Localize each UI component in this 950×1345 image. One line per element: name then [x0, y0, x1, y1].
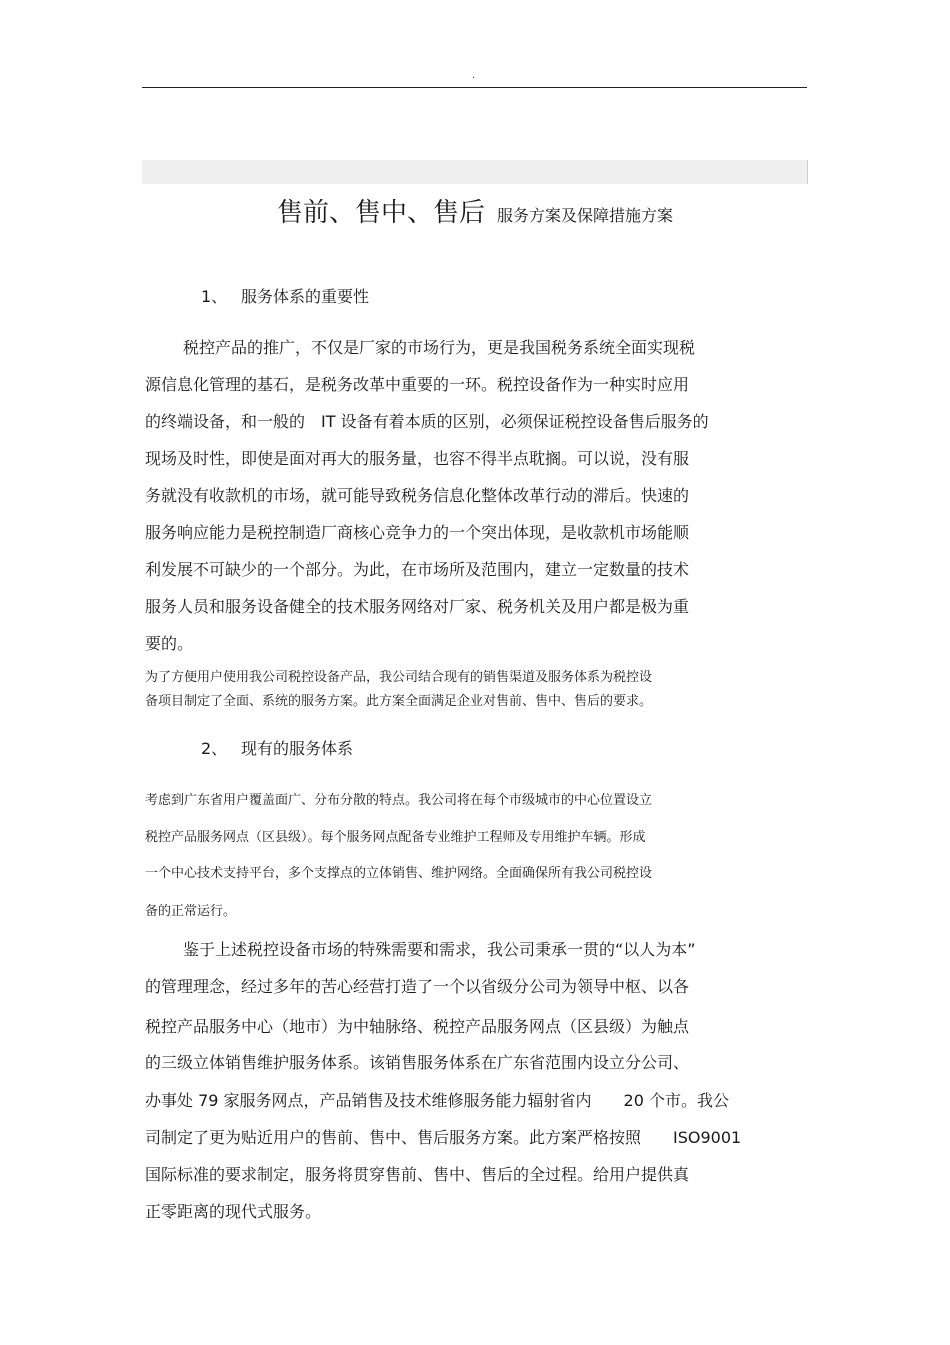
- paragraph-line: 源信息化管理的基石，是税务改革中重要的一环。税控设备作为一种实时应用: [145, 375, 690, 394]
- paragraph-line: 司制定了更为贴近用户的售前、售中、售后服务方案。此方案严格按照 ISO9001: [145, 1128, 742, 1147]
- paragraph-line: 的终端设备，和一般的 IT 设备有着本质的区别，必须保证税控设备售后服务的: [145, 412, 709, 431]
- header-rule: [142, 87, 807, 88]
- paragraph-line: 利发展不可缺少的一个部分。为此，在市场所及范围内，建立一定数量的技术: [145, 560, 690, 579]
- paragraph-line: 务就没有收款机的市场，就可能导致税务信息化整体改革行动的滞后。快速的: [145, 486, 690, 505]
- note-line: 一个中心技术支持平台，多个支撑点的立体销售、维护网络。全面确保所有我公司税控设: [145, 866, 653, 881]
- paragraph-line: 服务响应能力是税控制造厂商核心竞争力的一个突出体现，是收款机市场能顺: [145, 523, 690, 542]
- section-number: 1、: [201, 287, 228, 306]
- title-main: 售前、售中、售后: [276, 198, 485, 228]
- paragraph-line: 办事处 79 家服务网点，产品销售及技术维修服务能力辐射省内 20 个市。我公: [145, 1091, 729, 1110]
- section-number: 2、: [201, 739, 228, 758]
- paragraph-line: 国际标准的要求制定，服务将贯穿售前、售中、售后的全过程。给用户提供真: [145, 1165, 690, 1184]
- note-line: 考虑到广东省用户覆盖面广、分布分散的特点。我公司将在每个市级城市的中心位置设立: [145, 793, 653, 808]
- paragraph-line: 服务人员和服务设备健全的技术服务网络对厂家、税务机关及用户都是极为重: [145, 597, 690, 616]
- paragraph-line: 的管理理念，经过多年的苦心经营打造了一个以省级分公司为领导中枢、以各: [145, 977, 690, 996]
- document-title: [0, 192, 950, 229]
- header-mark: .: [472, 70, 476, 81]
- paragraph-line: 鉴于上述税控设备市场的特殊需要和需求，我公司秉承一贯的“以人为本”: [183, 940, 696, 959]
- section-title: 服务体系的重要性: [241, 287, 370, 306]
- section-heading-2: [201, 736, 353, 759]
- note-line: 备项目制定了全面、系统的服务方案。此方案全面满足企业对售前、售中、售后的要求。: [145, 694, 653, 709]
- paragraph-line: 税控产品服务中心（地市）为中轴脉络、税控产品服务网点（区县级）为触点: [145, 1017, 690, 1036]
- paragraph-line: 税控产品的推广，不仅是厂家的市场行为，更是我国税务系统全面实现税: [183, 338, 696, 357]
- paragraph-line: 的三级立体销售维护服务体系。该销售服务体系在广东省范围内设立分公司、: [145, 1053, 690, 1072]
- paragraph-line: 现场及时性，即使是面对再大的服务量，也容不得半点耽搁。可以说，没有服: [145, 449, 690, 468]
- paragraph-line: 要的。: [145, 634, 194, 653]
- section-title: 现有的服务体系: [241, 739, 354, 758]
- title-sub: 服务方案及保障措施方案: [497, 206, 674, 225]
- note-line: 备的正常运行。: [145, 904, 237, 919]
- paragraph-line: 正零距离的现代式服务。: [145, 1202, 322, 1221]
- section-heading-1: [201, 284, 369, 307]
- note-line: 为了方便用户使用我公司税控设备产品，我公司结合现有的销售渠道及服务体系为税控设: [145, 670, 653, 685]
- note-line: 税控产品服务网点（区县级）。每个服务网点配备专业维护工程师及专用维护车辆。形成: [145, 830, 646, 845]
- title-band: [142, 160, 808, 184]
